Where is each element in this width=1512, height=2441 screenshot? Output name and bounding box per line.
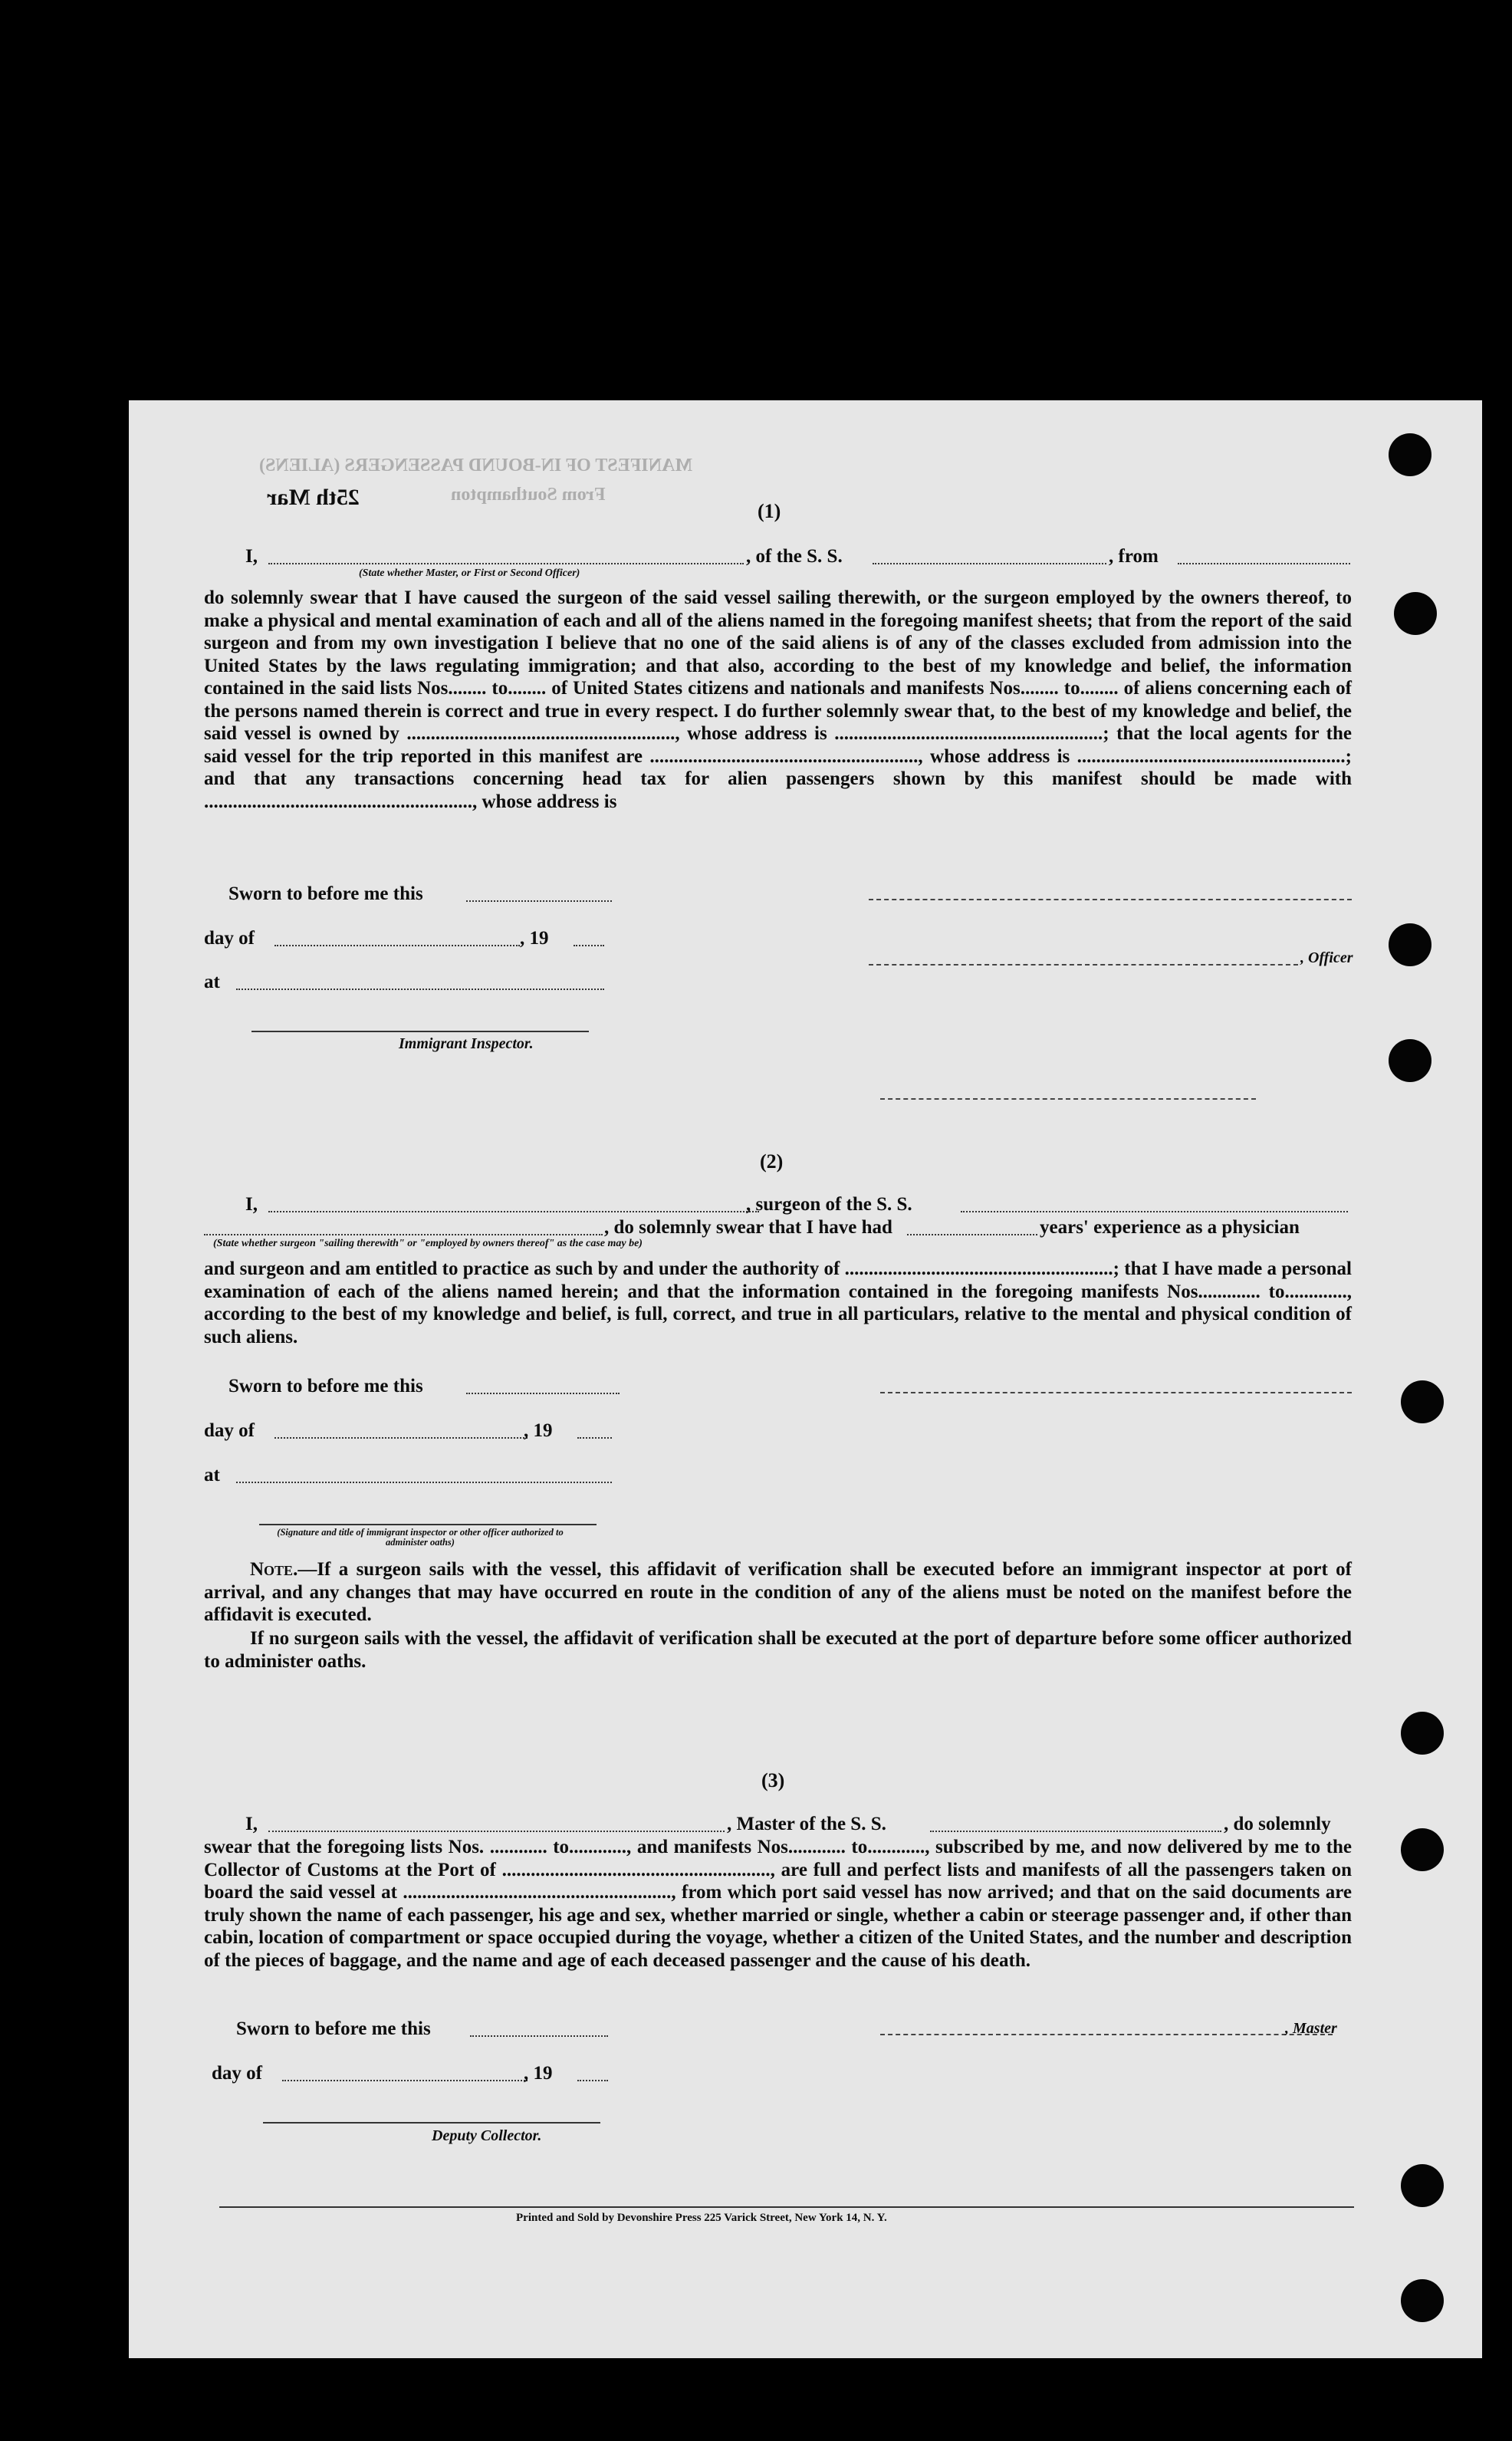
punch-hole — [1401, 2164, 1444, 2207]
s3-line1-mid: , Master of the S. S. — [727, 1814, 886, 1834]
s3-line1-start: I, — [245, 1814, 258, 1834]
s1-line1-start: I, — [245, 546, 258, 567]
section-2-number: (2) — [760, 1150, 784, 1173]
s3-line1-end: , do solemnly — [1224, 1814, 1331, 1834]
s1-at: at — [204, 972, 220, 992]
s1-body: do solemnly swear that I have caused the surgeon of the said vessel sailing therewith, or the surgeon employed by the owners thereof, to make a physical and mental examination of each and all of the aliens named in the foregoing manifest sheets; that from the report of the said surgeon and from my own investigation I believe that no one of the said aliens is of any of the classes excluded from admission into the United States by the laws regulating immigration; and that also, according to the best of my knowledge and belief, the information contained in the said lists Nos........ to........ of United States citizens and nationals and manifests Nos........ to........ of aliens concerning each of the persons named therein is correct and true in every respect. I do further solemnly swear that, to the best of my knowledge and belief, the said vessel is owned by ........................................................, whose address is ........................................................; that the local agents for the said vessel for the trip reported in this manifest are ........................................................, whose address is ........................................................; and that any transactions concerning head tax for alien passengers shown by this manifest should be made with ........................................................, whose address is — [204, 587, 1352, 812]
ghost-date: 25th Mar — [267, 485, 360, 510]
s2-line1-start: I, — [245, 1194, 258, 1215]
s1-officer: , Officer — [1300, 949, 1353, 966]
s2-line2-note: (State whether surgeon "sailing therewith" or "employed by owners thereof" as the case may be) — [213, 1238, 643, 1249]
s3-sworn: Sworn to before me this — [236, 2018, 431, 2039]
s2-sworn: Sworn to before me this — [228, 1376, 423, 1397]
s2-year: , 19 — [524, 1420, 553, 1441]
s2-line2-end: years' experience as a physician — [1040, 1217, 1300, 1238]
s1-year: , 19 — [520, 928, 549, 949]
printer-footer: Printed and Sold by Devonshire Press 225 Varick Street, New York 14, N. Y. — [516, 2212, 887, 2224]
document-page — [129, 400, 1482, 2358]
punch-hole — [1401, 1380, 1444, 1423]
s2-at: at — [204, 1465, 220, 1485]
s1-sworn: Sworn to before me this — [228, 883, 423, 904]
s2-sig-note: (Signature and title of immigrant inspector or other officer authorized to administer oaths) — [277, 1527, 564, 1548]
s2-line1-mid: , surgeon of the S. S. — [746, 1194, 912, 1215]
s2-body: and surgeon and am entitled to practice as such by and under the authority of ........................................................; that I have made a personal examination of each of the aliens named herein; and that the information contained in the foregoing manifests Nos............. to............., according to the best of my knowledge and belief, is full, correct, and true in all particulars, relative to the mental and physical condition of such aliens. — [204, 1258, 1352, 1347]
s2-line2: , do solemnly swear that I have had — [604, 1217, 892, 1238]
section-3-number: (3) — [761, 1769, 785, 1791]
s3-year: , 19 — [524, 2063, 553, 2084]
s1-day-of: day of — [204, 928, 255, 949]
punch-hole — [1401, 2279, 1444, 2322]
ghost-title: MANIFEST OF IN-BOUND PASSENGERS (ALIENS) — [259, 456, 692, 475]
s2-day-of: day of — [204, 1420, 255, 1441]
s1-line1-mid: , of the S. S. — [746, 546, 843, 567]
s3-body: swear that the foregoing lists Nos. ............ to............, and manifests Nos............ to............, subscribed by me, and now delivered by me to the Collector of Customs at the Port of ........................................................, are full and perfect lists and manifests of all the passengers taken on board the said vessel at ........................................................, from which port said vessel has now arrived; and that on the said documents are truly shown the name of each passenger, his age and sex, whether married or single, whether a cabin or steerage passenger and, if other than cabin, location of compartment or space occupied during the voyage, whether a citizen of the United States, and the number and description of the pieces of baggage, and the name and age of each deceased passenger and the cause of his death. — [204, 1837, 1352, 1971]
s3-master: , Master — [1285, 2020, 1337, 2037]
s1-inspector: Immigrant Inspector. — [399, 1035, 534, 1052]
section-1-number: (1) — [758, 500, 781, 522]
s3-collector: Deputy Collector. — [432, 2127, 542, 2144]
punch-hole — [1401, 1828, 1444, 1871]
punch-hole — [1389, 1039, 1431, 1082]
s2-note-label: Note. — [250, 1559, 298, 1580]
ghost-from: From Southampton — [451, 485, 606, 505]
punch-hole — [1401, 1712, 1444, 1755]
s1-line1-end: , from — [1109, 546, 1159, 567]
punch-hole — [1394, 592, 1437, 635]
s3-day-of: day of — [212, 2063, 262, 2084]
punch-hole — [1389, 433, 1431, 476]
s2-note2: If no surgeon sails with the vessel, the affidavit of verification shall be executed at the port of departure before some officer authorized to administer oaths. — [204, 1628, 1352, 1672]
s1-line1-note: (State whether Master, or First or Second Officer) — [359, 567, 580, 579]
s2-note1: —If a surgeon sails with the vessel, this affidavit of verification shall be executed before an immigrant inspector at port of arrival, and any changes that may have occurred en route in the condition of any of the aliens must be noted on the manifest before the affidavit is executed. — [204, 1559, 1352, 1625]
punch-hole — [1389, 923, 1431, 966]
